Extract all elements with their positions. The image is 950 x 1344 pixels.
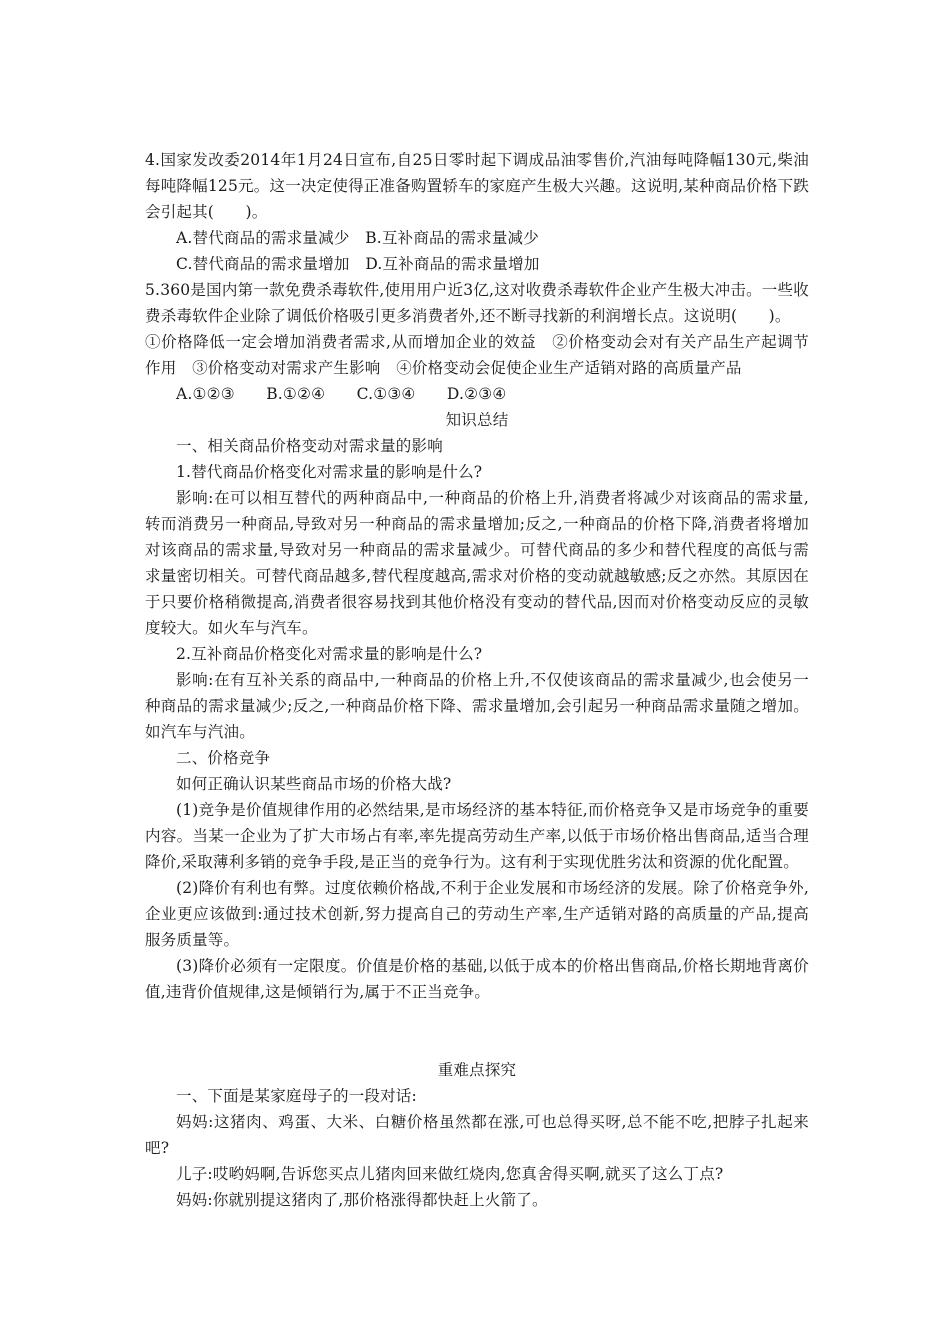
summary-section-2-question: 如何正确认识某些商品市场的价格大战?	[176, 775, 452, 793]
summary-section-2-heading: 二、价格竞争	[176, 749, 271, 767]
section-spacer	[145, 1005, 809, 1057]
summary-question-2: 2.互补商品价格变化对需求量的影响是什么?	[176, 645, 483, 663]
key-points-intro: 一、下面是某家庭母子的一段对话:	[176, 1087, 417, 1105]
dialogue-line-1: 妈妈:这猪肉、鸡蛋、大米、白糖价格虽然都在涨,可也总得买呀,总不能不吃,把脖子扎起来吧?	[145, 1113, 809, 1157]
summary-point-2: (2)降价有利也有弊。过度依赖价格战,不利于企业发展和市场经济的发展。除了价格竞争外,企业更应该做到:通过技术创新,努力提高自己的劳动生产率,生产适销对路的高质量的产品,提高服务质量等。	[145, 879, 809, 949]
question-5-statements: ①价格降低一定会增加消费者需求,从而增加企业的效益 ②价格变动会对有关产品生产起调节作用 ③价格变动对需求产生影响 ④价格变动会促使企业生产适销对路的高质量产品	[145, 333, 809, 377]
summary-point-1: (1)竞争是价值规律作用的必然结果,是市场经济的基本特征,而价格竞争又是市场竞争的重要内容。当某一企业为了扩大市场占有率,率先提高劳动生产率,以低于市场价格出售商品,适当合理降价,采取薄利多销的竞争手段,是正当的竞争行为。这有利于实现优胜劣汰和资源的优化配置。	[145, 801, 809, 871]
question-5-stem: 5.360是国内第一款免费杀毒软件,使用用户近3亿,这对收费杀毒软件企业产生极大冲击。一些收费杀毒软件企业除了调低价格吸引更多消费者外,还不断寻找新的利润增长点。这说明( )。	[145, 281, 809, 325]
dialogue-line-2: 儿子:哎哟妈啊,告诉您买点儿猪肉回来做红烧肉,您真舍得买啊,就买了这么丁点?	[176, 1165, 724, 1183]
summary-question-1: 1.替代商品价格变化对需求量的影响是什么?	[176, 463, 483, 481]
question-4-options-cd: C.替代商品的需求量增加 D.互补商品的需求量增加	[176, 255, 540, 273]
document-body	[145, 147, 809, 1213]
summary-answer-2: 影响:在有互补关系的商品中,一种商品的价格上升,不仅使该商品的需求量减少,也会使另一种商品的需求量减少;反之,一种商品价格下降、需求量增加,会引起另一种商品需求量随之增加。如汽车与汽油。	[145, 671, 809, 741]
dialogue-line-3: 妈妈:你就别提这猪肉了,那价格涨得都快赶上火箭了。	[176, 1191, 548, 1209]
question-4-stem: 4.国家发改委2014年1月24日宣布,自25日零时起下调成品油零售价,汽油每吨降幅130元,柴油每吨降幅125元。这一决定使得正准备购置轿车的家庭产生极大兴趣。这说明,某种商品价格下跌会引起其( )。	[145, 151, 809, 221]
question-4-options-ab: A.替代商品的需求量减少 B.互补商品的需求量减少	[176, 229, 539, 247]
summary-answer-1: 影响:在可以相互替代的两种商品中,一种商品的价格上升,消费者将减少对该商品的需求量,转而消费另一种商品,导致对另一种商品的需求量增加;反之,一种商品的价格下降,消费者将增加对该商品的需求量,导致对另一种商品的需求量减少。可替代商品的多少和替代程度的高低与需求量密切相关。可替代商品越多,替代程度越高,需求对价格的变动就越敏感;反之亦然。其原因在于只要价格稍微提高,消费者很容易找到其他价格没有变动的替代品,因而对价格变动反应的灵敏度较大。如火车与汽车。	[145, 489, 809, 637]
summary-title: 知识总结	[445, 411, 509, 429]
summary-section-1-heading: 一、相关商品价格变动对需求量的影响	[176, 437, 443, 455]
summary-point-3: (3)降价必须有一定限度。价值是价格的基础,以低于成本的价格出售商品,价格长期地背离价值,违背价值规律,这是倾销行为,属于不正当竞争。	[145, 957, 809, 1001]
question-5-options: A.①②③ B.①②④ C.①③④ D.②③④	[176, 385, 507, 403]
key-points-title: 重难点探究	[437, 1061, 517, 1079]
